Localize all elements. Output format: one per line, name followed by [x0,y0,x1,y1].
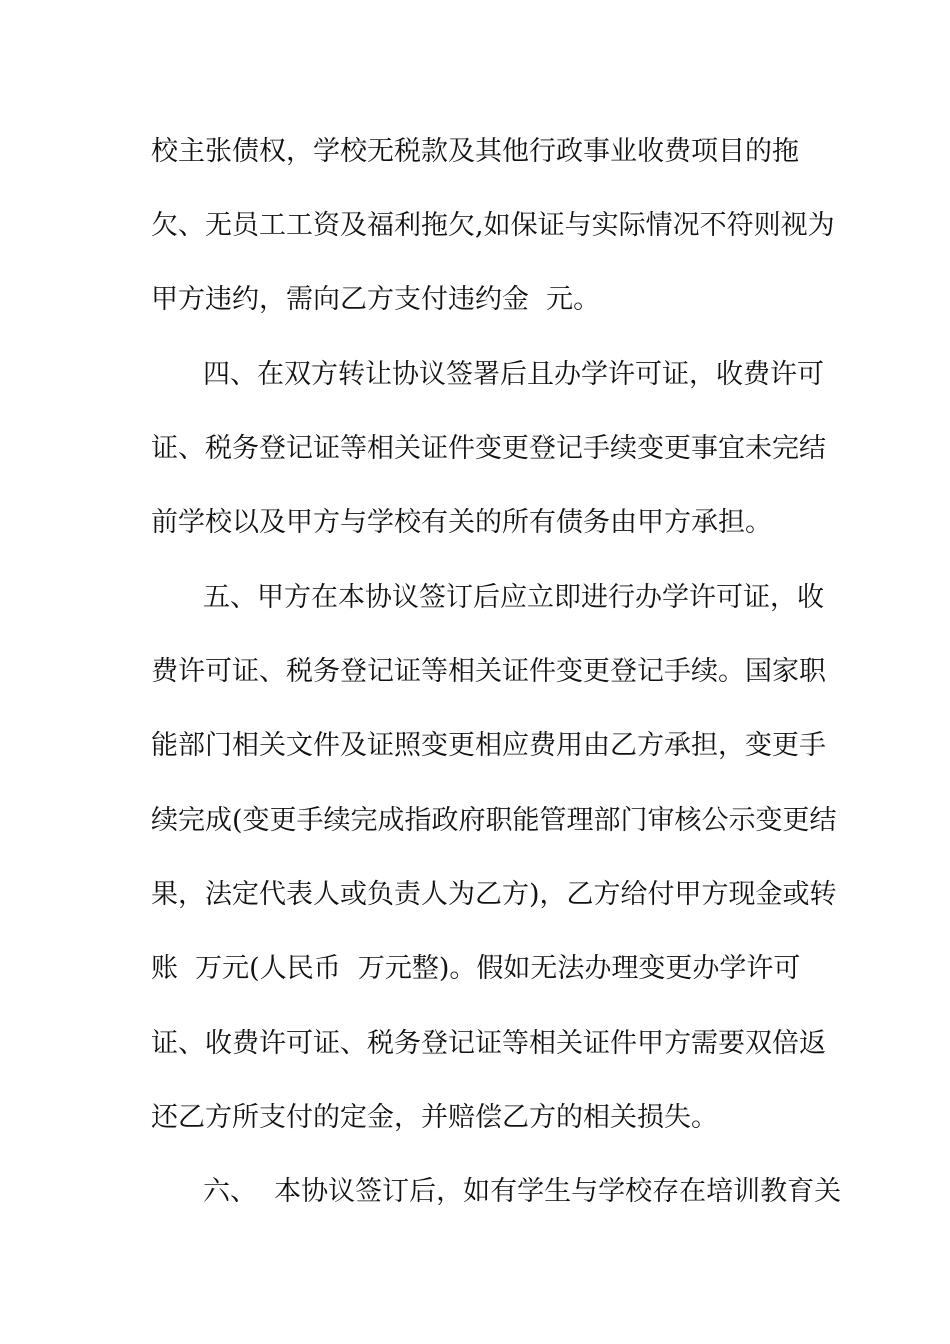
text-line: 续完成(变更手续完成指政府职能管理部门审核公示变更结 [151,805,837,836]
text-line: 费许可证、税务登记证等相关证件变更登记手续。国家职 [151,656,826,687]
text-line: 果，法定代表人或负责人为乙方)，乙方给付甲方现金或转 [151,879,837,910]
text-line: 证、收费许可证、税务登记证等相关证件甲方需要双倍返 [151,1028,826,1059]
paragraph-five-first-line: 五、甲方在本协议签订后应立即进行办学许可证，收 [203,582,824,613]
text-line: 甲方违约，需向乙方支付违约金 元。 [151,284,601,315]
text-line: 能部门相关文件及证照变更相应费用由乙方承担，变更手 [151,730,826,761]
text-line: 前学校以及甲方与学校有关的所有债务由甲方承担。 [151,507,772,538]
paragraph-four-first-line: 四、在双方转让协议签署后且办学许可证，收费许可 [203,359,824,390]
paragraph-six-first-line: 六、 本协议签订后，如有学生与学校存在培训教育关 [203,1176,842,1207]
text-line: 证、税务登记证等相关证件变更登记手续变更事宜未完结 [151,433,826,464]
text-line: 校主张债权，学校无税款及其他行政事业收费项目的拖 [151,136,799,167]
text-line: 还乙方所支付的定金，并赔偿乙方的相关损失。 [151,1102,718,1133]
text-line: 账 万元(人民币 万元整)。假如无法办理变更办学许可 [151,953,801,984]
text-line: 欠、无员工工资及福利拖欠,如保证与实际情况不符则视为 [151,210,835,241]
